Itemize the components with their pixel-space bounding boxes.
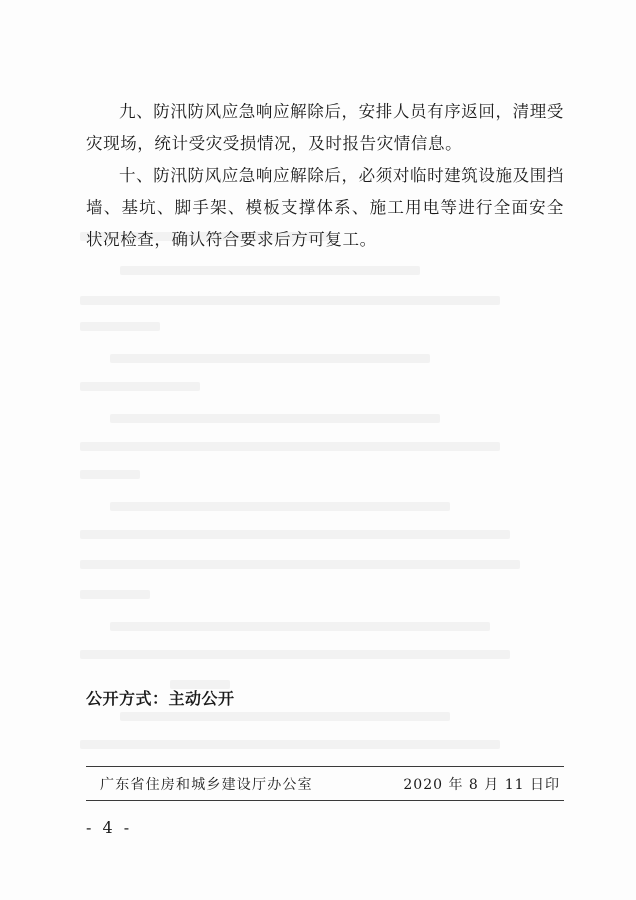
paragraph-item-9: 九、防汛防风应急响应解除后，安排人员有序返回，清理受灾现场，统计受灾受损情况，及时报告灾情信息。	[86, 102, 564, 153]
paragraph-item-10: 十、防汛防风应急响应解除后，必须对临时建筑设施及围挡墙、基坑、脚手架、模板支撑体系、施工用电等进行全面安全状况检查，确认符合要求后方可复工。	[86, 166, 564, 249]
disclosure-method: 公开方式：主动公开	[86, 689, 235, 708]
footer-bottom-rule	[86, 800, 564, 801]
page-number: - 4 -	[86, 818, 133, 837]
footer-top-rule	[86, 766, 564, 767]
print-date: 2020 年 8 月 11 日印	[403, 777, 560, 793]
issuing-office: 广东省住房和城乡建设厅办公室	[100, 777, 313, 793]
